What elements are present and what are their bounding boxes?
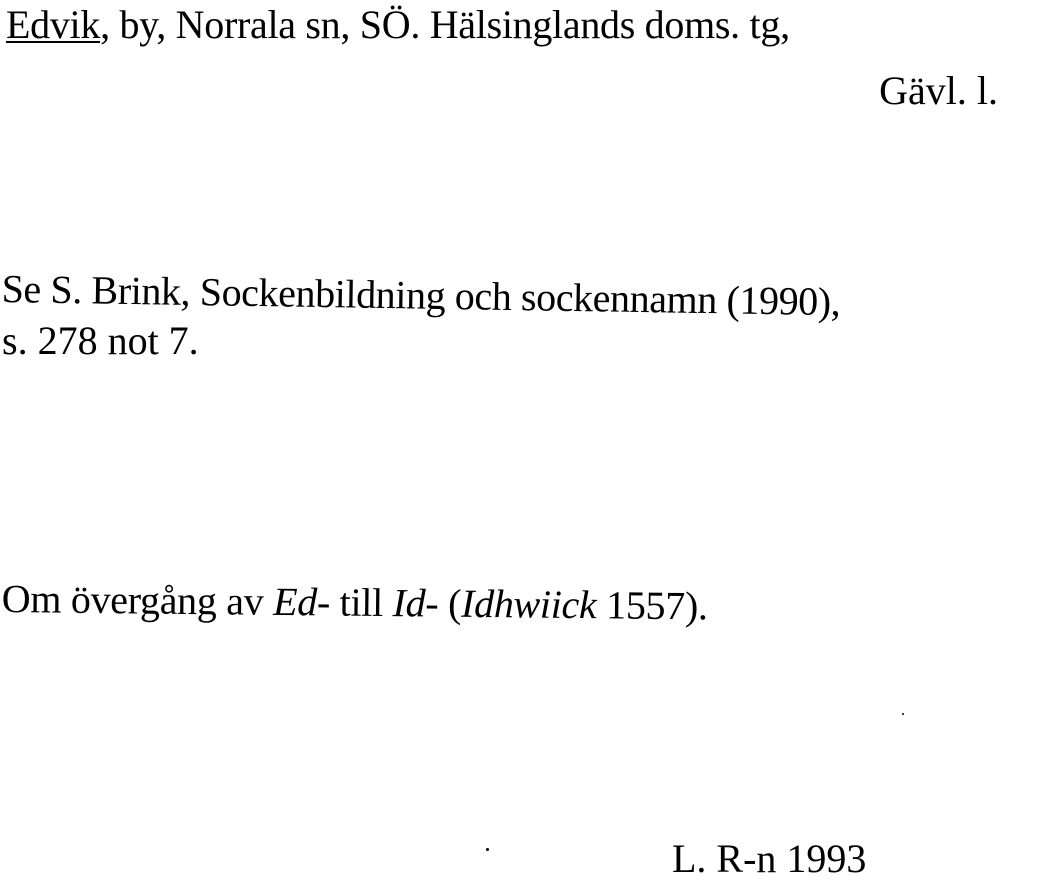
entry-heading-line — [6, 4, 790, 46]
entry-county-line: Gävl. l. — [879, 68, 998, 113]
reference-line-1: Se S. Brink, Sockenbildning och sockennamn (1990), — [1, 266, 841, 325]
signature: L. R-n 1993 — [672, 836, 867, 881]
note-form-id: Id- — [392, 580, 439, 626]
note-paren-open: ( — [438, 580, 462, 626]
note-prefix: Om övergång av — [1, 576, 274, 624]
headword: Edvik — [6, 2, 101, 47]
note-form-ed: Ed- — [272, 578, 331, 625]
note-mid: till — [329, 579, 393, 626]
entry-heading-rest: , by, Norrala sn, SÖ. Hälsinglands doms. tg, — [100, 2, 790, 47]
reference-line-2: s. 278 not 7. — [2, 318, 199, 363]
scan-speck — [486, 848, 489, 851]
note-line — [2, 578, 708, 627]
scan-speck — [902, 713, 904, 715]
note-suffix: 1557). — [596, 582, 708, 629]
note-form-idhwiick: Idhwiick — [460, 580, 597, 628]
